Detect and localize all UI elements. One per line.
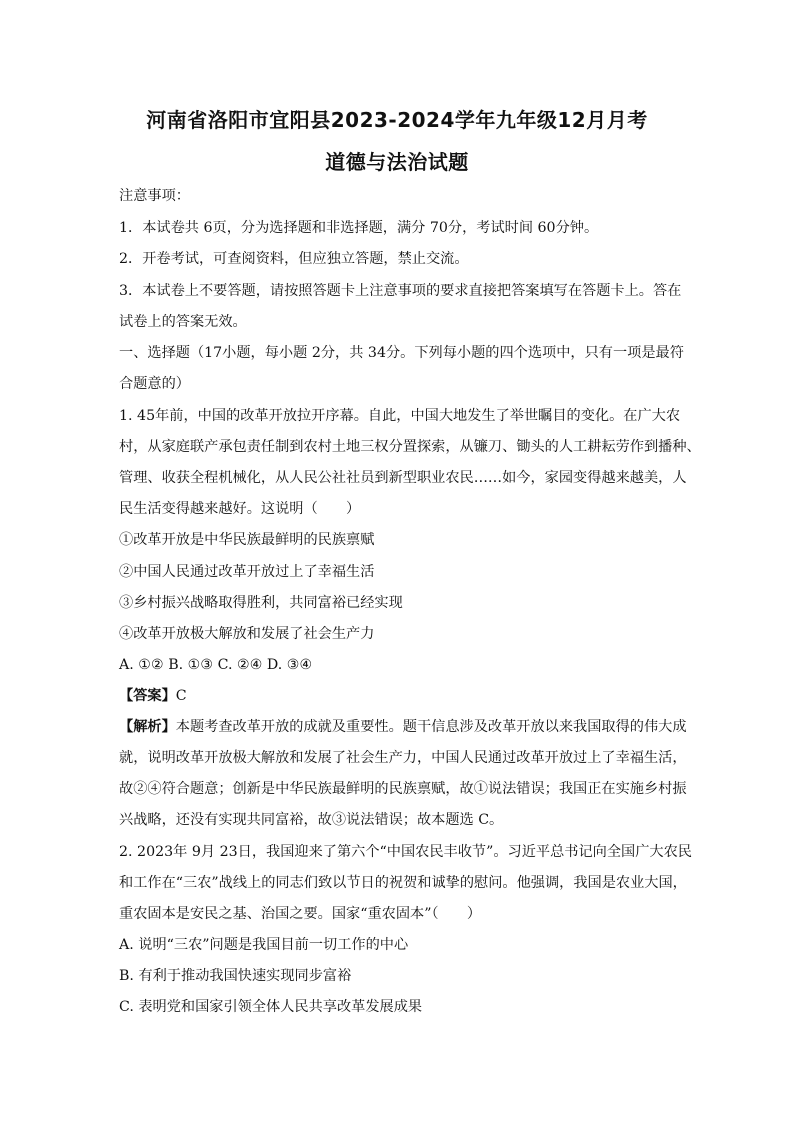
q1-answer — [119, 686, 187, 706]
q2-option-b: B. 有利于推动我国快速实现同步富裕 — [119, 968, 352, 984]
notice-item-1: 1．本试卷共 6页，分为选择题和非选择题，满分 70分，考试时间 60分钟。 — [119, 220, 599, 236]
section-heading-line-1: 一、选择题（17小题，每小题 2分，共 34分。下列每小题的四个选项中，只有一项是最符 — [119, 345, 684, 361]
q1-analysis-line-1 — [119, 717, 687, 737]
q2-stem-line-1: 2. 2023年 9月 23日，我国迎来了第六个“中国农民丰收节”。习近平总书记向全国广大农民 — [119, 844, 692, 860]
q1-analysis-line-2: 就，说明改革开放极大解放和发展了社会生产力，中国人民通过改革开放过上了幸福生活， — [119, 750, 687, 766]
section-heading-line-2: 合题意的） — [119, 376, 190, 392]
notice-item-3-line-2: 试卷上的答案无效。 — [119, 314, 247, 330]
answer-value: C — [175, 688, 187, 704]
q2-option-c: C. 表明党和国家引领全体人民共享改革发展成果 — [119, 999, 423, 1015]
answer-label: 【答案】 — [119, 688, 176, 704]
notice-heading: 注意事项： — [119, 188, 190, 204]
q1-analysis-line-4: 兴战略，还没有实现共同富裕，故③说法错误；故本题选 C。 — [119, 812, 504, 828]
q1-stem-line-3: 管理、收获全程机械化，从人民公社社员到新型职业农民……如今，家园变得越来越美，人 — [119, 470, 687, 486]
analysis-label: 【解析】 — [119, 719, 176, 735]
notice-item-2: 2．开卷考试，可查阅资料，但应独立答题，禁止交流。 — [119, 251, 469, 267]
q1-stem-line-1: 1. 45年前，中国的改革开放拉开序幕。自此，中国大地发生了举世瞩目的变化。在广大农 — [119, 408, 681, 424]
q2-stem-line-3: 重农固本是安民之基、治国之要。国家“重农固本”（ ） — [119, 906, 482, 922]
q2-stem-line-2: 和工作在“三农”战线上的同志们致以节日的祝贺和诚挚的慰问。他强调，我国是农业大国， — [119, 875, 687, 891]
q1-statement-3: ③乡村振兴战略取得胜利，共同富裕已经实现 — [119, 595, 403, 611]
q1-analysis-line-3: 故②④符合题意；创新是中华民族最鲜明的民族禀赋，故①说法错误；我国正在实施乡村振 — [119, 781, 687, 797]
exam-title: 河南省洛阳市宜阳县2023-2024学年九年级12月月考 — [146, 108, 648, 132]
notice-item-3-line-1: 3．本试卷上不要答题，请按照答题卡上注意事项的要求直接把答案填写在答题卡上。答在 — [119, 283, 682, 299]
analysis-text: 本题考查改革开放的成就及重要性。题干信息涉及改革开放以来我国取得的伟大成 — [175, 719, 687, 735]
q2-option-a: A. 说明“三农”问题是我国目前一切工作的中心 — [119, 937, 409, 953]
q1-choices: A. ①② B. ①③ C. ②④ D. ③④ — [119, 657, 313, 673]
q1-statement-2: ②中国人民通过改革开放过上了幸福生活 — [119, 564, 375, 580]
q1-stem-line-2: 村，从家庭联产承包责任制到农村土地三权分置探索，从镰刀、锄头的人工耕耘劳作到播种、 — [119, 439, 701, 455]
exam-subtitle: 道德与法治试题 — [325, 150, 469, 174]
q1-statement-1: ①改革开放是中华民族最鲜明的民族禀赋 — [119, 532, 375, 548]
q1-stem-line-4: 民生活变得越来越好。这说明（ ） — [119, 501, 361, 517]
q1-statement-4: ④改革开放极大解放和发展了社会生产力 — [119, 626, 375, 642]
